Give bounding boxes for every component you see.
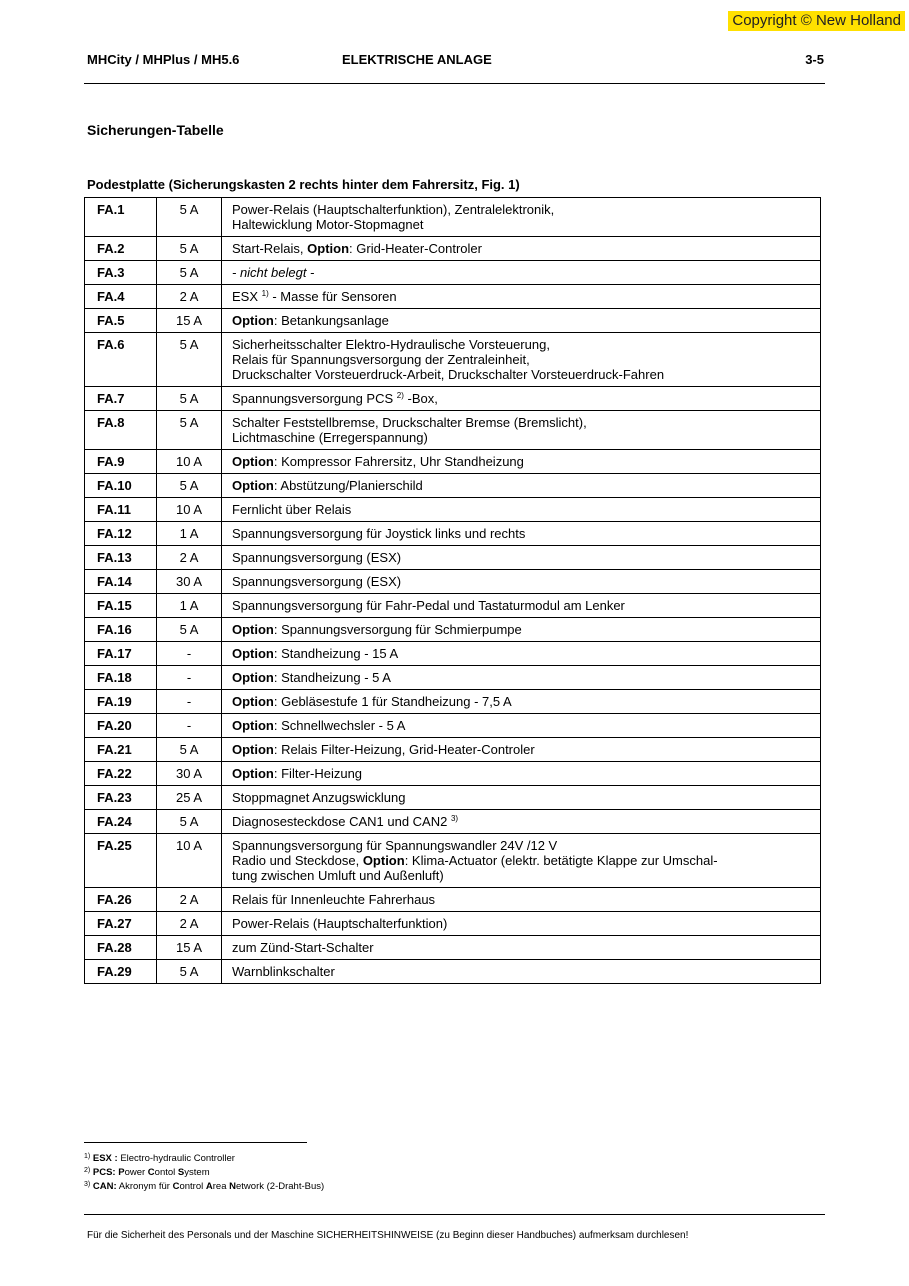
- table-row: [85, 411, 821, 450]
- text-run: Fernlicht über Relais: [232, 502, 352, 517]
- footer-divider: [84, 1214, 825, 1215]
- description-line: [232, 550, 815, 565]
- text-run: C: [172, 1181, 180, 1192]
- footnote-divider: [84, 1142, 307, 1143]
- fuse-description: [222, 834, 821, 888]
- fuse-rating: 2 A: [157, 285, 222, 309]
- text-run: : Klima-Actuator (elektr. betätigte Klappe zur Umschal-: [404, 853, 718, 868]
- text-run: Option: [232, 718, 274, 733]
- description-line: [232, 478, 815, 493]
- fuse-rating: 10 A: [157, 834, 222, 888]
- table-row: [85, 960, 821, 984]
- fuse-description: [222, 786, 821, 810]
- text-run: ontol: [154, 1167, 178, 1178]
- fuse-description: [222, 546, 821, 570]
- text-run: : Betankungsanlage: [273, 313, 389, 328]
- description-line: [232, 598, 815, 613]
- table-row: [85, 738, 821, 762]
- fuse-rating: 5 A: [157, 333, 222, 387]
- description-line: [232, 868, 815, 883]
- text-run: - Masse für Sensoren: [268, 289, 397, 304]
- fuse-description: [222, 285, 821, 309]
- fuse-id: FA.18: [85, 666, 157, 690]
- text-run: Druckschalter Vorsteuerdruck-Arbeit, Druckschalter Vorsteuerdruck-Fahren: [232, 367, 665, 382]
- description-line: [232, 940, 815, 955]
- text-run: : Standheizung - 5 A: [273, 670, 391, 685]
- fuse-description: [222, 666, 821, 690]
- fuse-rating: 5 A: [157, 261, 222, 285]
- text-run: Schalter Feststellbremse, Druckschalter Bremse (Bremslicht),: [232, 415, 587, 430]
- description-line: [232, 622, 815, 637]
- fuse-description: [222, 690, 821, 714]
- fuse-rating: 15 A: [157, 936, 222, 960]
- text-run: zum Zünd-Start-Schalter: [232, 940, 374, 955]
- text-run: Power-Relais (Hauptschalterfunktion): [232, 916, 448, 931]
- text-run: Diagnosesteckdose CAN1 und CAN2: [232, 814, 451, 829]
- text-run: Stoppmagnet Anzugswicklung: [232, 790, 406, 805]
- text-run: - nicht belegt -: [232, 265, 315, 280]
- table-row: [85, 786, 821, 810]
- fuse-table: [84, 197, 821, 984]
- table-row: [85, 834, 821, 888]
- text-run: Electro-hydraulic Controller: [117, 1153, 235, 1164]
- table-row: [85, 690, 821, 714]
- fuse-rating: -: [157, 666, 222, 690]
- fuse-description: [222, 387, 821, 411]
- fuse-rating: 5 A: [157, 960, 222, 984]
- description-line: [232, 502, 815, 517]
- fuse-rating: 2 A: [157, 888, 222, 912]
- text-run: -Box,: [403, 391, 438, 406]
- text-run: Option: [232, 694, 274, 709]
- description-line: [232, 289, 815, 304]
- fuse-id: FA.23: [85, 786, 157, 810]
- text-run: Option: [232, 670, 274, 685]
- text-run: : Standheizung - 15 A: [273, 646, 399, 661]
- fuse-id: FA.13: [85, 546, 157, 570]
- fuse-id: FA.8: [85, 411, 157, 450]
- text-run: : Relais Filter-Heizung, Grid-Heater-Controler: [273, 742, 535, 757]
- fuse-description: [222, 714, 821, 738]
- fuse-rating: 25 A: [157, 786, 222, 810]
- fuse-id: FA.3: [85, 261, 157, 285]
- text-run: : Grid-Heater-Controler: [349, 241, 482, 256]
- fuse-rating: 1 A: [157, 522, 222, 546]
- text-run: Spannungsversorgung für Joystick links und rechts: [232, 526, 526, 541]
- fuse-rating: 30 A: [157, 570, 222, 594]
- table-row: [85, 546, 821, 570]
- fuse-description: [222, 570, 821, 594]
- description-line: [232, 766, 815, 781]
- fuse-description: [222, 888, 821, 912]
- fuse-rating: 5 A: [157, 411, 222, 450]
- description-line: [232, 337, 815, 352]
- text-run: Relais für Innenleuchte Fahrerhaus: [232, 892, 436, 907]
- table-row: [85, 198, 821, 237]
- description-line: [232, 718, 815, 733]
- table-row: [85, 333, 821, 387]
- footnote-ref: 1): [261, 289, 269, 298]
- fuse-rating: 30 A: [157, 762, 222, 786]
- footnote-item: [84, 1180, 324, 1194]
- fuse-description: [222, 912, 821, 936]
- fuse-id: FA.17: [85, 642, 157, 666]
- table-row: [85, 522, 821, 546]
- description-line: [232, 454, 815, 469]
- footnote-mark: 3): [84, 1181, 91, 1188]
- fuse-id: FA.21: [85, 738, 157, 762]
- description-line: [232, 742, 815, 757]
- fuse-id: FA.12: [85, 522, 157, 546]
- fuse-id: FA.19: [85, 690, 157, 714]
- text-run: Haltewicklung Motor-Stopmagnet: [232, 217, 424, 232]
- fuse-id: FA.29: [85, 960, 157, 984]
- fuse-id: FA.25: [85, 834, 157, 888]
- table-row: [85, 570, 821, 594]
- fuse-id: FA.15: [85, 594, 157, 618]
- footnote-ref: 2): [396, 391, 404, 400]
- text-run: Spannungsversorgung PCS: [232, 391, 397, 406]
- fuse-rating: 5 A: [157, 618, 222, 642]
- text-run: PCS:: [92, 1167, 116, 1178]
- fuse-rating: 5 A: [157, 738, 222, 762]
- text-run: Option: [232, 766, 274, 781]
- text-run: etwork (2-Draht-Bus): [236, 1181, 325, 1192]
- text-run: : Abstützung/Planierschild: [273, 478, 423, 493]
- fuse-description: [222, 498, 821, 522]
- text-run: Spannungsversorgung für Fahr-Pedal und Tastaturmodul am Lenker: [232, 598, 625, 613]
- fuse-id: FA.4: [85, 285, 157, 309]
- fuse-description: [222, 936, 821, 960]
- fuse-id: FA.20: [85, 714, 157, 738]
- description-line: [232, 916, 815, 931]
- description-line: [232, 694, 815, 709]
- table-row: [85, 888, 821, 912]
- text-run: ESX :: [92, 1153, 118, 1164]
- table-row: [85, 498, 821, 522]
- description-line: [232, 646, 815, 661]
- fuse-rating: 5 A: [157, 474, 222, 498]
- table-row: [85, 261, 821, 285]
- fuse-id: FA.7: [85, 387, 157, 411]
- fuse-rating: -: [157, 690, 222, 714]
- fuse-description: [222, 450, 821, 474]
- fuse-id: FA.9: [85, 450, 157, 474]
- fuse-description: [222, 411, 821, 450]
- fuse-description: [222, 198, 821, 237]
- description-line: [232, 430, 815, 445]
- table-row: [85, 618, 821, 642]
- copyright-badge: Copyright © New Holland: [728, 11, 905, 31]
- fuse-rating: 15 A: [157, 309, 222, 333]
- fuse-id: FA.22: [85, 762, 157, 786]
- text-run: ower: [124, 1167, 148, 1178]
- description-line: [232, 790, 815, 805]
- table-row: [85, 387, 821, 411]
- fuse-table-body: [85, 198, 821, 984]
- text-run: Akronym für: [116, 1181, 173, 1192]
- fuse-rating: 5 A: [157, 237, 222, 261]
- description-line: [232, 415, 815, 430]
- description-line: [232, 814, 815, 829]
- footnote-mark: 1): [84, 1153, 91, 1160]
- table-row: [85, 810, 821, 834]
- text-run: S: [177, 1167, 185, 1178]
- footnotes: [84, 1152, 324, 1194]
- fuse-description: [222, 237, 821, 261]
- description-line: [232, 202, 815, 217]
- fuse-rating: 5 A: [157, 387, 222, 411]
- fuse-id: FA.16: [85, 618, 157, 642]
- text-run: Spannungsversorgung für Spannungswandler 24V /12 V: [232, 838, 558, 853]
- text-run: Power-Relais (Hauptschalterfunktion), Zentralelektronik,: [232, 202, 555, 217]
- table-row: [85, 912, 821, 936]
- fuse-id: FA.14: [85, 570, 157, 594]
- text-run: P: [118, 1167, 125, 1178]
- description-line: [232, 892, 815, 907]
- text-run: ontrol: [179, 1181, 206, 1192]
- text-run: Start-Relais,: [232, 241, 308, 256]
- fuse-id: FA.24: [85, 810, 157, 834]
- footnote-item: [84, 1166, 324, 1180]
- header-divider: [84, 83, 825, 84]
- text-run: Lichtmaschine (Erregerspannung): [232, 430, 428, 445]
- text-run: C: [147, 1167, 155, 1178]
- fuse-rating: 1 A: [157, 594, 222, 618]
- text-run: Spannungsversorgung (ESX): [232, 550, 402, 565]
- text-run: Option: [232, 742, 274, 757]
- description-line: [232, 367, 815, 382]
- table-row: [85, 450, 821, 474]
- description-line: [232, 964, 815, 979]
- text-run: rea: [212, 1181, 230, 1192]
- fuse-description: [222, 642, 821, 666]
- fuse-description: [222, 810, 821, 834]
- description-line: [232, 217, 815, 232]
- text-run: Option: [232, 313, 274, 328]
- table-row: [85, 285, 821, 309]
- header-models: MHCity / MHPlus / MH5.6: [87, 52, 240, 67]
- fuse-id: FA.27: [85, 912, 157, 936]
- fuse-description: [222, 594, 821, 618]
- fuse-id: FA.10: [85, 474, 157, 498]
- fuse-rating: 2 A: [157, 912, 222, 936]
- text-run: : Kompressor Fahrersitz, Uhr Standheizung: [273, 454, 524, 469]
- description-line: [232, 391, 815, 406]
- fuse-description: [222, 309, 821, 333]
- fuse-description: [222, 522, 821, 546]
- description-line: [232, 838, 815, 853]
- text-run: CAN:: [92, 1181, 117, 1192]
- table-row: [85, 474, 821, 498]
- text-run: Sicherheitsschalter Elektro-Hydraulische Vorsteuerung,: [232, 337, 550, 352]
- text-run: Radio und Steckdose,: [232, 853, 363, 868]
- fuse-description: [222, 960, 821, 984]
- text-run: Option: [232, 646, 274, 661]
- text-run: ystem: [184, 1167, 210, 1178]
- fuse-rating: 5 A: [157, 198, 222, 237]
- description-line: [232, 526, 815, 541]
- text-run: Warnblinkschalter: [232, 964, 335, 979]
- description-line: [232, 265, 815, 280]
- fuse-description: [222, 618, 821, 642]
- table-row: [85, 237, 821, 261]
- fuse-description: [222, 738, 821, 762]
- description-line: [232, 574, 815, 589]
- table-row: [85, 714, 821, 738]
- fuse-rating: 10 A: [157, 450, 222, 474]
- text-run: Option: [307, 241, 350, 256]
- footnote-item: [84, 1152, 324, 1166]
- table-row: [85, 642, 821, 666]
- fuse-rating: 10 A: [157, 498, 222, 522]
- text-run: Option: [362, 853, 405, 868]
- footnote-mark: 2): [84, 1167, 91, 1174]
- fuse-id: FA.1: [85, 198, 157, 237]
- text-run: N: [229, 1181, 236, 1192]
- fuse-id: FA.2: [85, 237, 157, 261]
- text-run: tung zwischen Umluft und Außenluft): [232, 868, 444, 883]
- description-line: [232, 241, 815, 256]
- fuse-rating: -: [157, 714, 222, 738]
- table-row: [85, 309, 821, 333]
- text-run: A: [205, 1181, 213, 1192]
- table-row: [85, 936, 821, 960]
- fuse-description: [222, 762, 821, 786]
- fuse-id: FA.6: [85, 333, 157, 387]
- description-line: [232, 352, 815, 367]
- fuse-id: FA.5: [85, 309, 157, 333]
- section-title: Sicherungen-Tabelle: [87, 122, 224, 138]
- text-run: : Gebläsestufe 1 für Standheizung - 7,5 A: [273, 694, 512, 709]
- fuse-rating: -: [157, 642, 222, 666]
- text-run: : Schnellwechsler - 5 A: [273, 718, 406, 733]
- safety-note: Für die Sicherheit des Personals und der Maschine SICHERHEITSHINWEISE (zu Beginn dieser Handbuches) aufmerksam durchlesen!: [87, 1230, 689, 1241]
- header-chapter: ELEKTRISCHE ANLAGE: [342, 52, 492, 67]
- fuse-id: FA.26: [85, 888, 157, 912]
- text-run: Spannungsversorgung (ESX): [232, 574, 402, 589]
- text-run: : Filter-Heizung: [273, 766, 363, 781]
- text-run: Option: [232, 622, 274, 637]
- fuse-id: FA.11: [85, 498, 157, 522]
- description-line: [232, 853, 815, 868]
- fuse-description: [222, 261, 821, 285]
- text-run: : Spannungsversorgung für Schmierpumpe: [273, 622, 522, 637]
- text-run: ESX: [232, 289, 262, 304]
- fuse-rating: 5 A: [157, 810, 222, 834]
- fuse-id: FA.28: [85, 936, 157, 960]
- fuse-description: [222, 333, 821, 387]
- footnote-ref: 3): [450, 814, 459, 823]
- fuse-description: [222, 474, 821, 498]
- text-run: Relais für Spannungsversorgung der Zentraleinheit,: [232, 352, 530, 367]
- table-row: [85, 666, 821, 690]
- page-number: 3-5: [805, 52, 824, 67]
- text-run: Option: [232, 478, 274, 493]
- table-row: [85, 762, 821, 786]
- fuse-rating: 2 A: [157, 546, 222, 570]
- table-caption: Podestplatte (Sicherungskasten 2 rechts hinter dem Fahrersitz, Fig. 1): [87, 177, 520, 192]
- text-run: Option: [232, 454, 274, 469]
- description-line: [232, 670, 815, 685]
- description-line: [232, 313, 815, 328]
- table-row: [85, 594, 821, 618]
